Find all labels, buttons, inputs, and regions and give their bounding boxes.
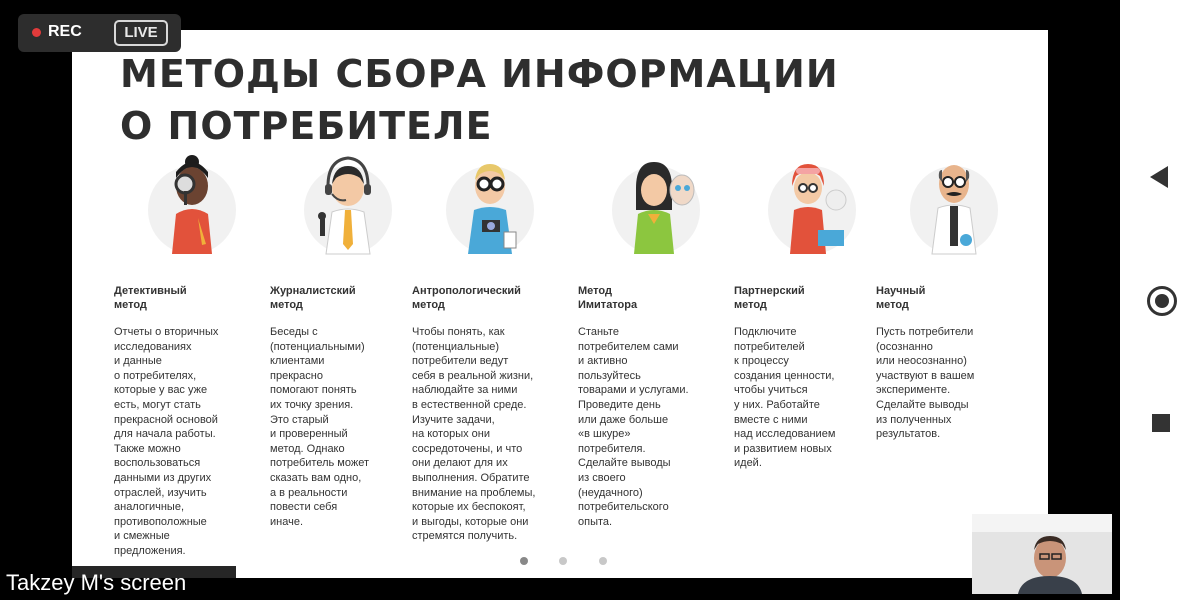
system-navigation-bar	[1120, 0, 1200, 600]
recent-apps-icon[interactable]	[1152, 414, 1170, 432]
method-card-journalist	[270, 148, 430, 529]
method-name: Журналистский метод	[270, 285, 356, 311]
rec-dot-icon	[32, 28, 41, 37]
method-name: Научный метод	[876, 285, 926, 311]
presentation-slide	[72, 30, 1048, 578]
imitator-with-mask-icon	[606, 148, 706, 260]
method-description: Пусть потребители (осознанно или неосознанно) участвуют в вашем эксперименте. Сделайте выводы из полученных результатов.	[876, 326, 975, 441]
live-badge: LIVE	[114, 20, 168, 46]
pagination-dot[interactable]	[559, 557, 567, 565]
method-name: Партнерский метод	[734, 285, 805, 311]
method-description: Отчеты о вторичных исследованиях и данные о потребителях, которые у вас уже есть, могут стать прекрасной основой для начала работы. Также можно воспользоваться данными из других отраслей, изучить аналогичные, противоположные и смежные предложения.	[114, 326, 219, 557]
scientist-in-labcoat-icon	[904, 148, 1004, 260]
slide-title: МЕТОДЫ СБОРА ИНФОРМАЦИИ О ПОТРЕБИТЕЛЕ	[120, 52, 839, 148]
detective-with-magnifier-icon	[142, 148, 242, 260]
participant-video-thumbnail[interactable]	[972, 514, 1112, 594]
slide-pagination	[520, 552, 634, 570]
method-card-scientist	[876, 148, 1036, 442]
partner-with-child-icon	[762, 148, 862, 260]
method-name: Детективный метод	[114, 285, 187, 311]
method-card-partner	[734, 148, 894, 471]
pagination-dot[interactable]	[599, 557, 607, 565]
screen-share-label: Takzey M's screen	[0, 566, 236, 600]
method-name: Метод Имитатора	[578, 285, 638, 311]
method-description: Чтобы понять, как (потенциальные) потребители ведут себя в реальной жизни, наблюдайте за ними в естественной среде. Изучите задачи, на которых они сосредоточены, и что они делают для их выполнения. Обратите внимание на проблемы, которые их беспокоят, и выгоды, которые они стремятся получить.	[412, 326, 536, 543]
anthropologist-with-camera-icon	[440, 148, 540, 260]
back-icon[interactable]	[1150, 166, 1168, 188]
pagination-dot[interactable]	[520, 557, 528, 565]
method-card-imitator	[578, 148, 738, 529]
method-description: Беседы с (потенциальными) клиентами прекрасно помогают понять их точку зрения. Это старый и проверенный метод. Однако потребитель может сказать вам одно, а в реальности повести себя иначе.	[270, 326, 370, 528]
participant-avatar-icon	[972, 514, 1112, 594]
method-card-detective	[114, 148, 274, 559]
method-card-anthropologist	[412, 148, 572, 544]
recording-indicator	[18, 14, 181, 52]
home-icon[interactable]	[1147, 286, 1177, 316]
rec-label: REC	[48, 23, 82, 40]
journalist-with-headset-icon	[298, 148, 398, 260]
method-name: Антропологический метод	[412, 285, 521, 311]
method-description: Подключите потребителей к процессу создания ценности, чтобы учиться у них. Работайте вместе с ними над исследованием и развитием новых идей.	[734, 326, 836, 470]
method-description: Станьте потребителем сами и активно пользуйтесь товарами и услугами. Проведите день или даже больше «в шкуре» потребителя. Сделайте выводы из своего (неудачного) потребительского опыта.	[578, 326, 689, 528]
